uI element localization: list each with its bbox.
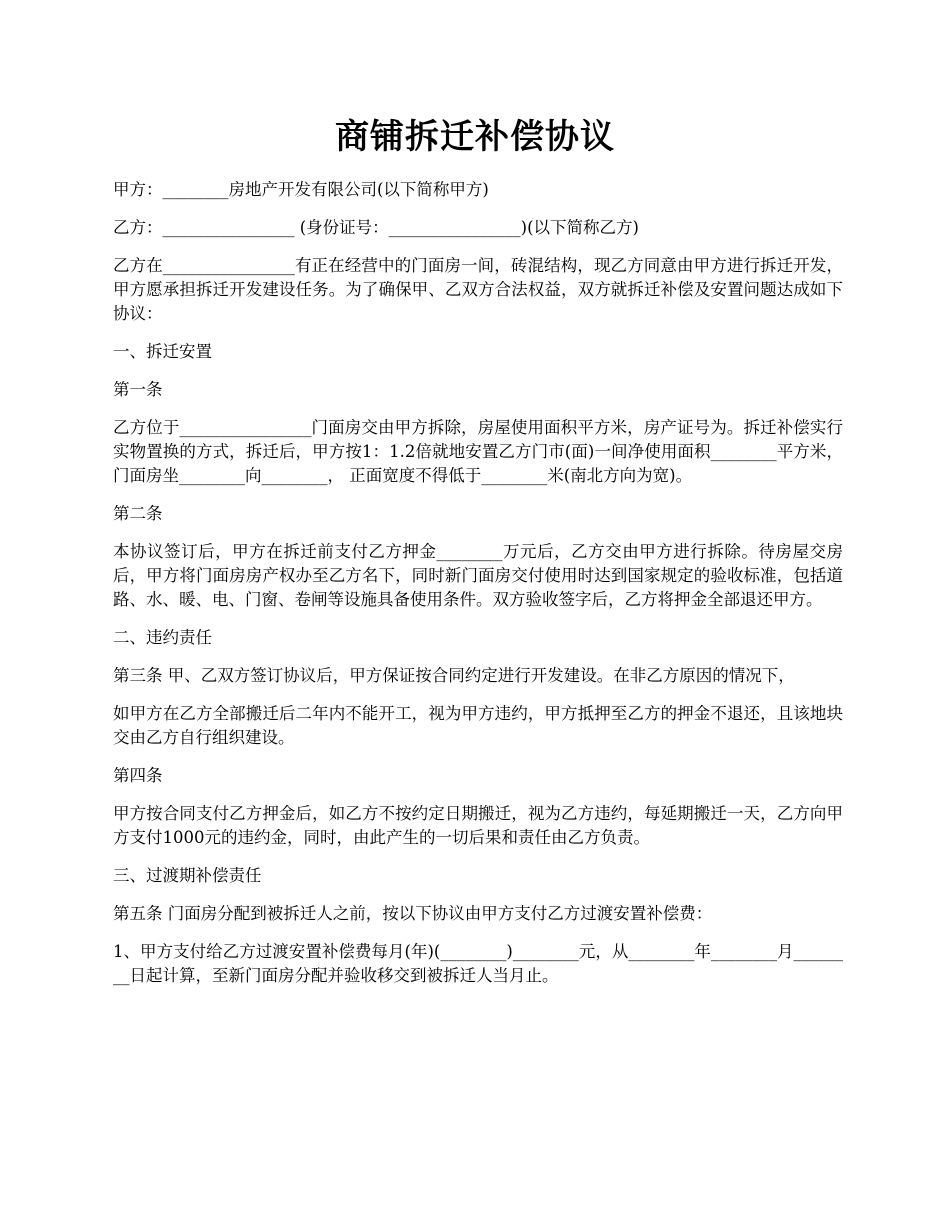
- document-body: [113, 178, 843, 1002]
- section-heading-relocation: 一、拆迁安置: [113, 342, 212, 361]
- party-b-line: 乙方：________________ (身份证号：________________)(以下简称乙方): [113, 218, 639, 237]
- article-2-text: 本协议签订后，甲方在拆迁前支付乙方押金________万元后，乙方交由甲方进行拆除。待房屋交房后，甲方将门面房房产权办至乙方名下，同时新门面房交付使用时达到国家规定的验收标准，包括道路、水、暖、电、门窗、卷闸等设施具备使用条件。双方验收签字后，乙方将押金全部退还甲方。: [113, 542, 843, 609]
- clause-1-text: 1、甲方支付给乙方过渡安置补偿费每月(年)(________)________元，从________年________月________日起计算，至新门面房分配并验收移交到被拆迁人当月止。: [113, 942, 843, 985]
- section-heading-breach: 二、违约责任: [113, 628, 212, 647]
- article-1-text: 乙方位于________________门面房交由甲方拆除，房屋使用面积平方米，房产证号为。拆迁补偿实行实物置换的方式，拆迁后，甲方按1：1.2倍就地安置乙方门市(面)一间净使用面积________平方米，门面房坐________向________， 正面宽度不得低于________米(南北方向为宽)。: [113, 418, 843, 485]
- article-3-continued: 如甲方在乙方全部搬迁后二年内不能开工，视为甲方违约，甲方抵押至乙方的押金不退还，且该地块交由乙方自行组织建设。: [113, 704, 843, 747]
- article-2-heading: 第二条: [113, 504, 163, 523]
- article-5-text: 第五条 门面房分配到被拆迁人之前，按以下协议由甲方支付乙方过渡安置补偿费：: [113, 904, 713, 923]
- article-4-heading: 第四条: [113, 766, 163, 785]
- article-1-heading: 第一条: [113, 380, 163, 399]
- preamble-paragraph: 乙方在________________有正在经营中的门面房一间，砖混结构，现乙方同意由甲方进行拆迁开发，甲方愿承担拆迁开发建设任务。为了确保甲、乙双方合法权益，双方就拆迁补偿及安置问题达成如下协议：: [113, 256, 843, 323]
- article-4-text: 甲方按合同支付乙方押金后，如乙方不按约定日期搬迁，视为乙方违约，每延期搬迁一天，乙方向甲方支付1000元的违约金，同时，由此产生的一切后果和责任由乙方负责。: [113, 804, 843, 847]
- party-a-line: 甲方：________房地产开发有限公司(以下简称甲方): [113, 180, 489, 199]
- article-3-text: 第三条 甲、乙双方签订协议后，甲方保证按合同约定进行开发建设。在非乙方原因的情况下，: [113, 666, 795, 685]
- section-heading-transition: 三、过渡期补偿责任: [113, 866, 262, 885]
- document-title: 商铺拆迁补偿协议: [335, 117, 615, 157]
